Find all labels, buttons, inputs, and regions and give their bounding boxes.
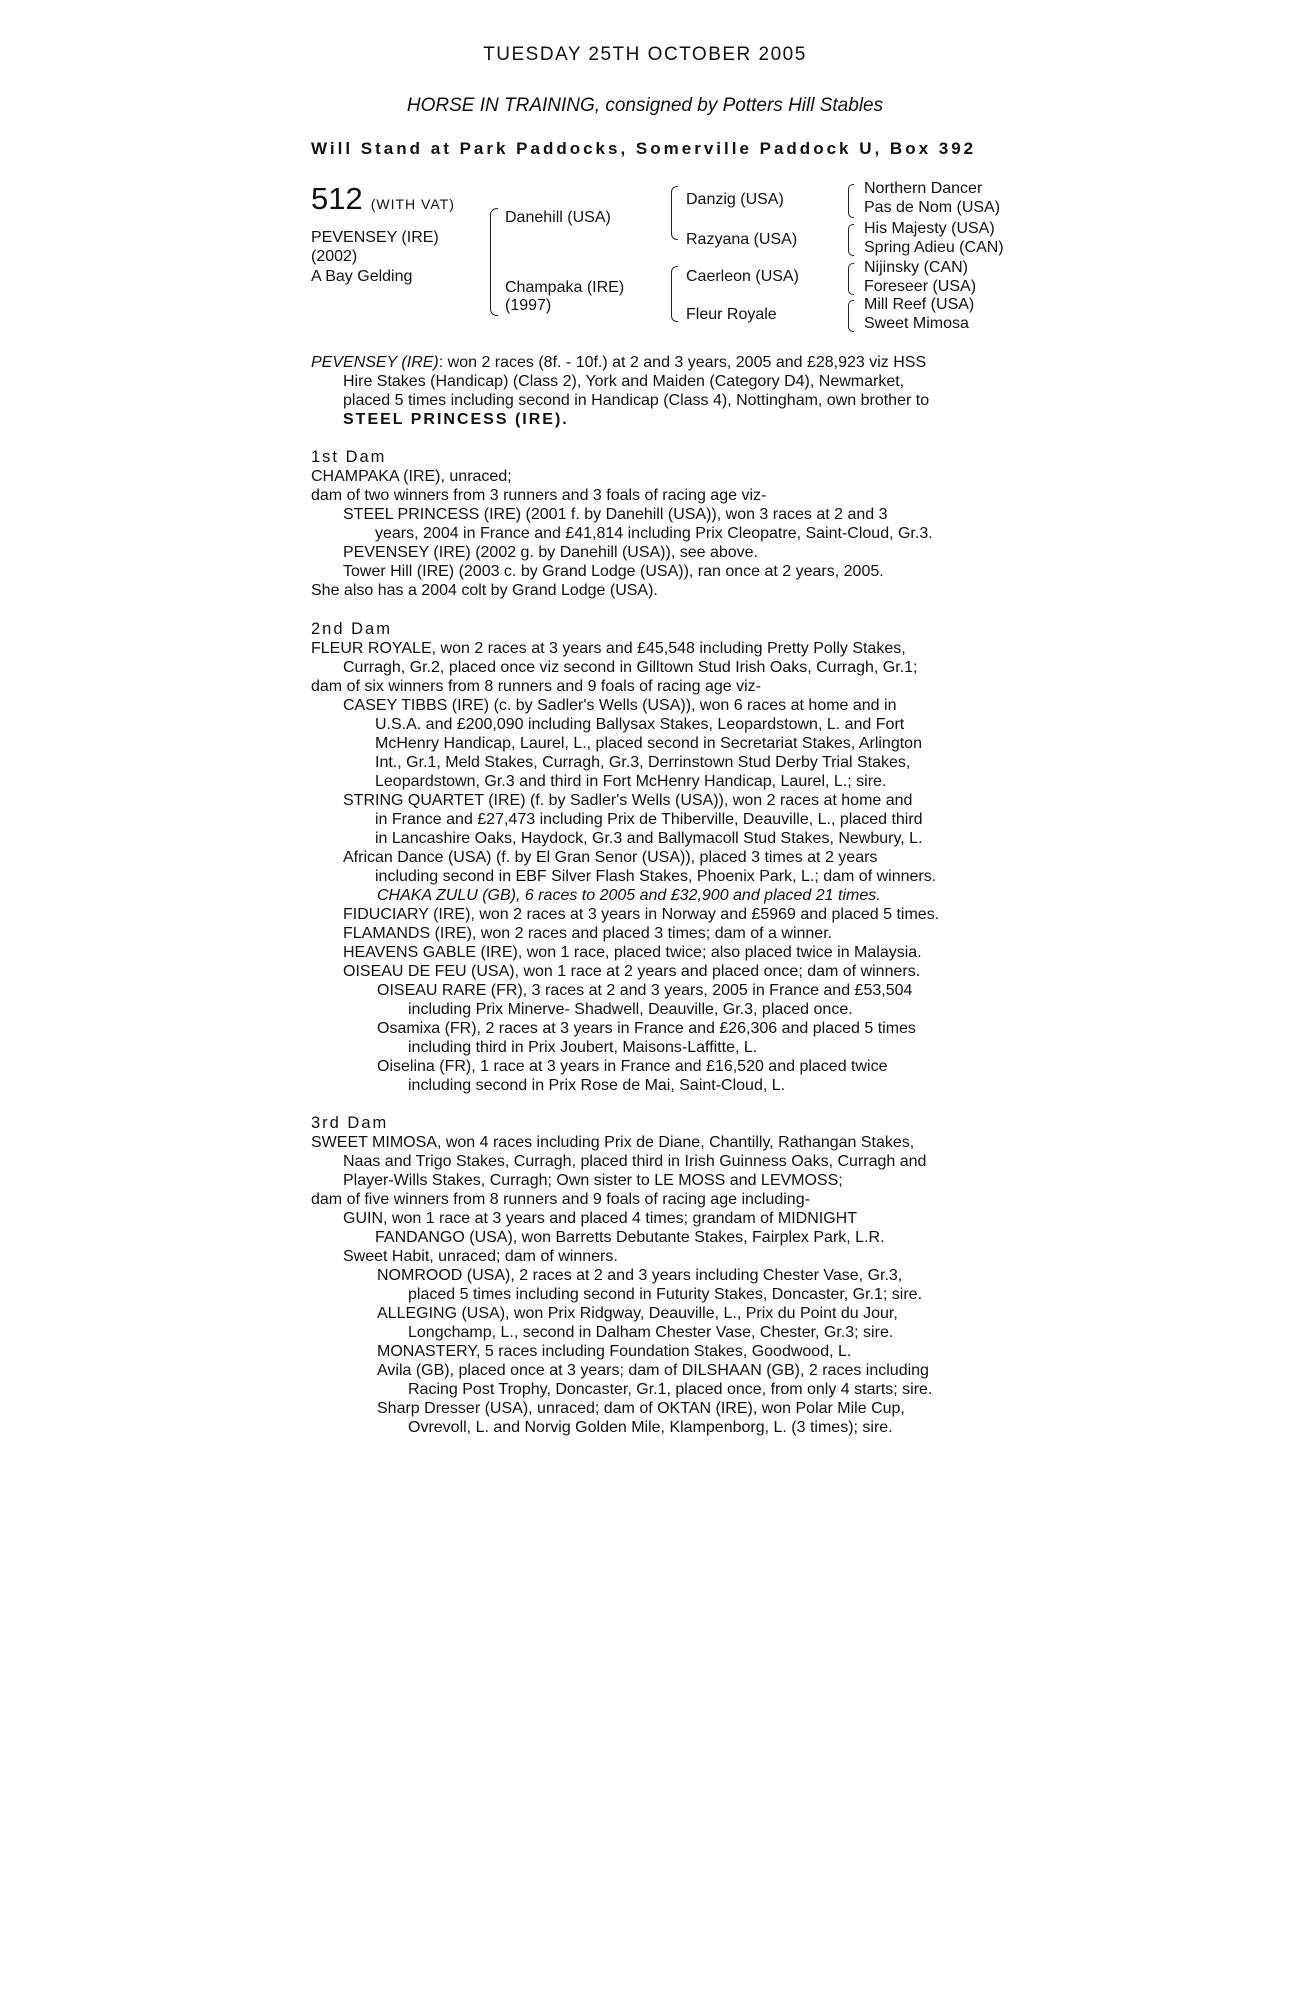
consignment-line: HORSE IN TRAINING, consigned by Potters Hill Stables bbox=[406, 95, 884, 116]
summary-horse-name: PEVENSEY (IRE) bbox=[311, 354, 439, 371]
second-dam-line-2: Curragh, Gr.2, placed once viz second in Gilltown Stud Irish Oaks, Curragh, Gr.1; bbox=[343, 659, 918, 676]
oiseau-rare-2: including Prix Minerve- Shadwell, Deauville, Gr.3, placed once. bbox=[408, 1001, 853, 1018]
string-quartet-2: in France and £27,473 including Prix de Thiberville, Deauville, L., placed third bbox=[375, 811, 923, 828]
pedigree-ssd: Pas de Nom (USA) bbox=[864, 199, 1001, 216]
third-dam-heading: 3rd Dam bbox=[311, 1114, 389, 1132]
casey-tibbs-4: Int., Gr.1, Meld Stakes, Curragh, Gr.3, Derrinstown Stud Derby Trial Stakes, bbox=[375, 754, 911, 771]
alleging-2: Longchamp, L., second in Dalham Chester Vase, Chester, Gr.3; sire. bbox=[408, 1324, 894, 1341]
third-dam-line-3: Player-Wills Stakes, Curragh; Own sister to LE MOSS and LEVMOSS; bbox=[343, 1172, 843, 1189]
pedigree-dds: Mill Reef (USA) bbox=[864, 296, 975, 313]
second-dam-line-1: FLEUR ROYALE, won 2 races at 3 years and £45,548 including Pretty Polly Stakes, bbox=[311, 640, 906, 657]
horse-name: PEVENSEY (IRE) bbox=[311, 229, 439, 246]
pedigree-brace-2a bbox=[671, 186, 678, 240]
avila-1: Avila (GB), placed once at 3 years; dam of DILSHAAN (GB), 2 races including bbox=[377, 1362, 929, 1379]
pedigree-brace-3d bbox=[848, 300, 854, 332]
fiduciary: FIDUCIARY (IRE), won 2 races at 3 years in Norway and £5969 and placed 5 times. bbox=[343, 906, 940, 923]
guin-2: FANDANGO (USA), won Barretts Debutante Stakes, Fairplex Park, L.R. bbox=[375, 1229, 885, 1246]
string-quartet-1: STRING QUARTET (IRE) (f. by Sadler's Wells (USA)), won 2 races at home and bbox=[343, 792, 913, 809]
first-dam-foal-2: PEVENSEY (IRE) (2002 g. by Danehill (USA)), see above. bbox=[343, 544, 758, 561]
horse-year: (2002) bbox=[311, 248, 358, 265]
guin-1: GUIN, won 1 race at 3 years and placed 4 times; grandam of MIDNIGHT bbox=[343, 1210, 857, 1227]
pedigree-ddd: Sweet Mimosa bbox=[864, 315, 969, 332]
pedigree-sire: Danehill (USA) bbox=[505, 209, 611, 226]
sharp-dresser-1: Sharp Dresser (USA), unraced; dam of OKTAN (IRE), won Polar Mile Cup, bbox=[377, 1400, 905, 1417]
summary-line-2: Hire Stakes (Handicap) (Class 2), York and Maiden (Category D4), Newmarket, bbox=[343, 373, 905, 390]
pedigree-brace-2b bbox=[671, 266, 678, 322]
second-dam-heading: 2nd Dam bbox=[311, 620, 392, 638]
third-dam-line-4: dam of five winners from 8 runners and 9 foals of racing age including- bbox=[311, 1191, 810, 1208]
pedigree-dam: Champaka (IRE) bbox=[505, 279, 625, 296]
avila-2: Racing Post Trophy, Doncaster, Gr.1, placed once, from only 4 starts; sire. bbox=[408, 1381, 933, 1398]
sweet-habit: Sweet Habit, unraced; dam of winners. bbox=[343, 1248, 618, 1265]
pedigree-ds: Caerleon (USA) bbox=[686, 268, 799, 285]
third-dam-line-2: Naas and Trigo Stakes, Curragh, placed third in Irish Guinness Oaks, Curragh and bbox=[343, 1153, 927, 1170]
pedigree-brace-3c bbox=[848, 263, 854, 295]
sale-date: TUESDAY 25TH OCTOBER 2005 bbox=[483, 44, 807, 65]
flamands: FLAMANDS (IRE), won 2 races and placed 3 times; dam of a winner. bbox=[343, 925, 833, 942]
vat-note: (WITH VAT) bbox=[370, 196, 455, 212]
osamixa-1: Osamixa (FR), 2 races at 3 years in France and £26,306 and placed 5 times bbox=[377, 1020, 916, 1037]
pedigree-sss: Northern Dancer bbox=[864, 180, 983, 197]
first-dam-foal-3: Tower Hill (IRE) (2003 c. by Grand Lodge (USA)), ran once at 2 years, 2005. bbox=[343, 563, 884, 580]
first-dam-foal-4: She also has a 2004 colt by Grand Lodge (USA). bbox=[311, 582, 658, 599]
horse-description: A Bay Gelding bbox=[311, 268, 413, 285]
pedigree-brace-1 bbox=[490, 208, 498, 316]
first-dam-produce-summary: dam of two winners from 3 runners and 3 foals of racing age viz- bbox=[311, 487, 767, 504]
pedigree-sdd: Spring Adieu (CAN) bbox=[864, 239, 1004, 256]
casey-tibbs-5: Leopardstown, Gr.3 and third in Fort McHenry Handicap, Laurel, L.; sire. bbox=[375, 773, 887, 790]
first-dam-heading: 1st Dam bbox=[311, 448, 387, 466]
heavens-gable: HEAVENS GABLE (IRE), won 1 race, placed twice; also placed twice in Malaysia. bbox=[343, 944, 922, 961]
summary-line-3: placed 5 times including second in Handicap (Class 4), Nottingham, own brother to bbox=[343, 392, 930, 409]
casey-tibbs-3: McHenry Handicap, Laurel, L., placed second in Secretariat Stakes, Arlington bbox=[375, 735, 922, 752]
monastery: MONASTERY, 5 races including Foundation Stakes, Goodwood, L. bbox=[377, 1343, 852, 1360]
pedigree-brace-3a bbox=[848, 184, 854, 218]
alleging-1: ALLEGING (USA), won Prix Ridgway, Deauville, L., Prix du Point du Jour, bbox=[377, 1305, 898, 1322]
casey-tibbs-1: CASEY TIBBS (IRE) (c. by Sadler's Wells (USA)), won 6 races at home and in bbox=[343, 697, 897, 714]
oiselina-2: including second in Prix Rose de Mai, Saint-Cloud, L. bbox=[408, 1077, 786, 1094]
pedigree-dsd: Foreseer (USA) bbox=[864, 278, 977, 295]
pedigree-dss: Nijinsky (CAN) bbox=[864, 259, 968, 276]
pedigree-sd: Razyana (USA) bbox=[686, 231, 798, 248]
osamixa-2: including third in Prix Joubert, Maisons-Laffitte, L. bbox=[408, 1039, 758, 1056]
nomrood-1: NOMROOD (USA), 2 races at 2 and 3 years including Chester Vase, Gr.3, bbox=[377, 1267, 903, 1284]
african-dance-1: African Dance (USA) (f. by El Gran Senor (USA)), placed 3 times at 2 years bbox=[343, 849, 878, 866]
oiseau-de-feu: OISEAU DE FEU (USA), won 1 race at 2 years and placed once; dam of winners. bbox=[343, 963, 921, 980]
string-quartet-3: in Lancashire Oaks, Haydock, Gr.3 and Ballymacoll Stud Stakes, Newbury, L. bbox=[375, 830, 923, 847]
summary-line-4: STEEL PRINCESS (IRE). bbox=[343, 411, 569, 428]
african-dance-2: including second in EBF Silver Flash Stakes, Phoenix Park, L.; dam of winners. bbox=[375, 868, 937, 885]
pedigree-dd: Fleur Royale bbox=[686, 306, 777, 323]
oiselina-1: Oiselina (FR), 1 race at 3 years in France and £16,520 and placed twice bbox=[377, 1058, 888, 1075]
pedigree-sds: His Majesty (USA) bbox=[864, 220, 995, 237]
lot-number-block bbox=[311, 181, 455, 217]
lot-number: 512 bbox=[311, 181, 363, 216]
pedigree-ss: Danzig (USA) bbox=[686, 191, 784, 208]
second-dam-line-3: dam of six winners from 8 runners and 9 foals of racing age viz- bbox=[311, 678, 761, 695]
chaka-zulu: CHAKA ZULU (GB), 6 races to 2005 and £32,900 and placed 21 times. bbox=[377, 887, 881, 904]
stand-location: Will Stand at Park Paddocks, Somerville Paddock U, Box 392 bbox=[311, 139, 977, 158]
nomrood-2: placed 5 times including second in Futurity Stakes, Doncaster, Gr.1; sire. bbox=[408, 1286, 923, 1303]
casey-tibbs-2: U.S.A. and £200,090 including Ballysax Stakes, Leopardstown, L. and Fort bbox=[375, 716, 905, 733]
oiseau-rare-1: OISEAU RARE (FR), 3 races at 2 and 3 years, 2005 in France and £53,504 bbox=[377, 982, 913, 999]
pedigree-brace-3b bbox=[848, 224, 854, 256]
first-dam-foal-1b: years, 2004 in France and £41,814 including Prix Cleopatre, Saint-Cloud, Gr.3. bbox=[375, 525, 933, 542]
summary-line-1: PEVENSEY (IRE): won 2 races (8f. - 10f.) at 2 and 3 years, 2005 and £28,923 viz HSS bbox=[311, 354, 927, 371]
third-dam-line-1: SWEET MIMOSA, won 4 races including Prix de Diane, Chantilly, Rathangan Stakes, bbox=[311, 1134, 915, 1151]
first-dam-name: CHAMPAKA (IRE), unraced; bbox=[311, 468, 512, 485]
sharp-dresser-2: Ovrevoll, L. and Norvig Golden Mile, Klampenborg, L. (3 times); sire. bbox=[408, 1419, 893, 1436]
first-dam-foal-1a: STEEL PRINCESS (IRE) (2001 f. by Danehill (USA)), won 3 races at 2 and 3 bbox=[343, 506, 888, 523]
pedigree-dam-year: (1997) bbox=[505, 297, 552, 314]
